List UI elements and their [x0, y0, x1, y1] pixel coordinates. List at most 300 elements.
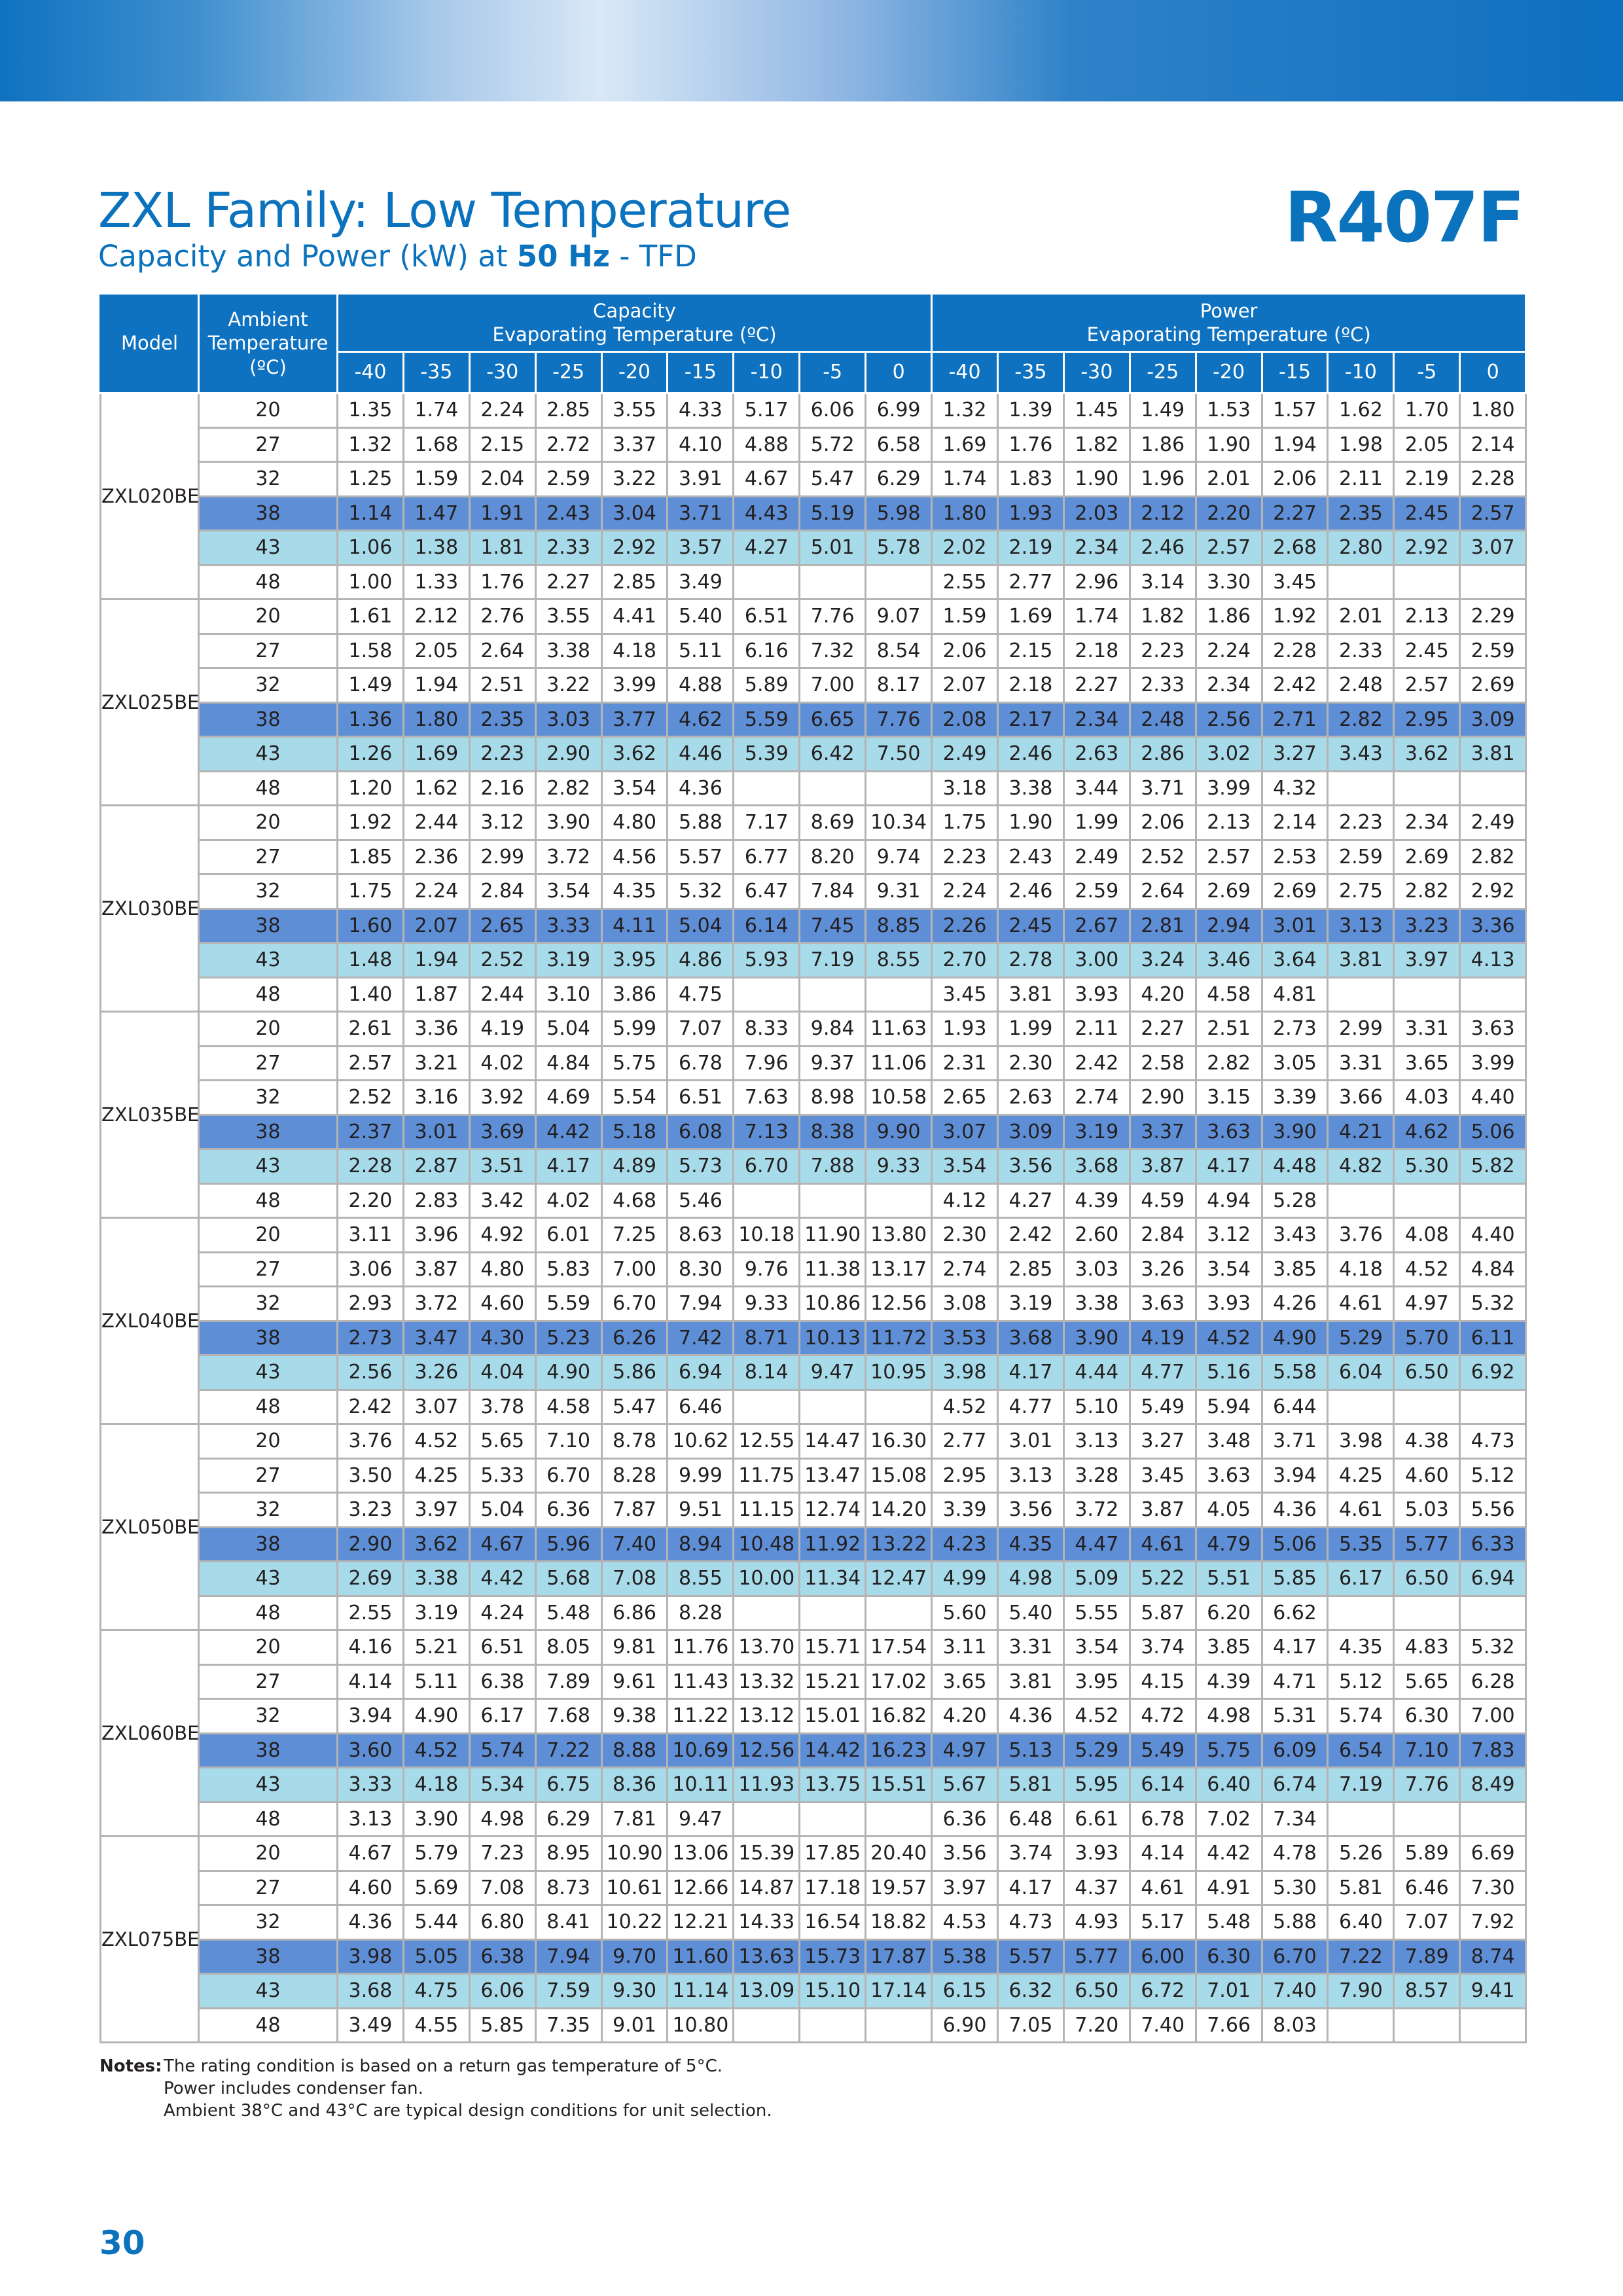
ambient-temp-cell: 32 — [199, 1493, 338, 1528]
power-value-cell: 2.69 — [1262, 874, 1328, 909]
capacity-value-cell: 2.59 — [535, 462, 601, 497]
capacity-value-cell: 13.47 — [800, 1458, 866, 1493]
power-value-cell: 6.69 — [1460, 1837, 1526, 1871]
capacity-value-cell: 9.37 — [800, 1046, 866, 1081]
capacity-value-cell: 4.04 — [469, 1355, 535, 1390]
power-value-cell: 5.12 — [1460, 1458, 1526, 1493]
capacity-value-cell: 6.51 — [668, 1081, 734, 1115]
power-value-cell: 2.59 — [1328, 840, 1394, 874]
power-value-cell: 2.23 — [932, 840, 998, 874]
power-value-cell: 3.07 — [1460, 531, 1526, 565]
power-value-cell: 4.21 — [1328, 1115, 1394, 1149]
power-value-cell — [1460, 1183, 1526, 1218]
power-value-cell: 2.06 — [1130, 806, 1196, 840]
capacity-value-cell: 14.42 — [800, 1733, 866, 1768]
power-value-cell: 6.48 — [997, 1802, 1063, 1837]
power-value-cell: 2.96 — [1063, 565, 1130, 600]
capacity-value-cell: 2.73 — [338, 1321, 404, 1355]
power-value-cell: 5.58 — [1262, 1355, 1328, 1390]
capacity-value-cell: 3.71 — [668, 496, 734, 531]
power-evap-label: Evaporating Temperature (ºC) — [1086, 323, 1371, 346]
ambient-temp-cell: 27 — [199, 840, 338, 874]
capacity-value-cell: 14.47 — [800, 1424, 866, 1459]
capacity-value-cell: 6.99 — [866, 393, 932, 428]
capacity-value-cell: 2.76 — [469, 600, 535, 634]
power-value-cell: 3.72 — [1063, 1493, 1130, 1528]
capacity-value-cell — [734, 1183, 800, 1218]
power-value-cell: 4.61 — [1328, 1287, 1394, 1321]
power-value-cell: 2.70 — [932, 943, 998, 978]
power-value-cell: 2.07 — [932, 668, 998, 703]
power-value-cell: 2.46 — [1130, 531, 1196, 565]
power-value-cell: 3.63 — [1196, 1115, 1262, 1149]
capacity-value-cell: 8.05 — [535, 1630, 601, 1665]
capacity-value-cell: 3.33 — [338, 1768, 404, 1803]
table-row — [101, 1871, 1526, 1905]
notes-label: Notes: — [99, 2056, 162, 2076]
capacity-value-cell: 3.06 — [338, 1252, 404, 1287]
power-value-cell: 4.13 — [1460, 943, 1526, 978]
capacity-value-cell: 9.47 — [668, 1802, 734, 1837]
power-value-cell: 6.30 — [1394, 1699, 1460, 1734]
power-value-cell — [1460, 565, 1526, 600]
power-value-cell: 3.19 — [997, 1287, 1063, 1321]
capacity-value-cell — [734, 771, 800, 806]
power-value-cell: 3.31 — [1328, 1046, 1394, 1081]
power-value-cell: 5.57 — [997, 1939, 1063, 1974]
subtitle-frequency: 50 Hz — [516, 239, 610, 274]
power-value-cell: 4.58 — [1196, 977, 1262, 1012]
capacity-value-cell: 8.41 — [535, 1905, 601, 1940]
power-value-cell: 5.13 — [997, 1733, 1063, 1768]
capacity-value-cell: 3.07 — [403, 1390, 469, 1424]
capacity-value-cell: 12.56 — [866, 1287, 932, 1321]
power-value-cell: 2.94 — [1196, 908, 1262, 943]
power-value-cell: 2.74 — [1063, 1081, 1130, 1115]
power-value-cell: 8.03 — [1262, 2008, 1328, 2043]
capacity-value-cell: 5.18 — [601, 1115, 668, 1149]
power-value-cell: 3.45 — [1130, 1458, 1196, 1493]
capacity-value-cell: 2.04 — [469, 462, 535, 497]
table-row — [101, 1183, 1526, 1218]
power-value-cell: 6.32 — [997, 1974, 1063, 2009]
power-value-cell: 3.65 — [1394, 1046, 1460, 1081]
capacity-value-cell: 1.35 — [338, 393, 404, 428]
power-value-cell: 8.49 — [1460, 1768, 1526, 1803]
power-value-cell: 6.72 — [1130, 1974, 1196, 2009]
capacity-value-cell: 8.85 — [866, 908, 932, 943]
capacity-value-cell: 10.34 — [866, 806, 932, 840]
ambient-temp-cell: 32 — [199, 1905, 338, 1940]
model-name-cell: ZXL025BE — [101, 600, 199, 806]
power-value-cell: 7.01 — [1196, 1974, 1262, 2009]
capacity-value-cell: 3.49 — [668, 565, 734, 600]
capacity-value-cell: 1.20 — [338, 771, 404, 806]
power-value-cell: 2.57 — [1394, 668, 1460, 703]
capacity-value-cell: 3.54 — [601, 771, 668, 806]
capacity-value-cell: 3.76 — [338, 1424, 404, 1459]
capacity-value-cell: 1.69 — [403, 737, 469, 772]
ambient-temp-cell: 43 — [199, 1149, 338, 1184]
power-value-cell: 2.30 — [997, 1046, 1063, 1081]
capacity-value-cell: 5.46 — [668, 1183, 734, 1218]
capacity-value-cell: 2.16 — [469, 771, 535, 806]
power-value-cell: 3.98 — [932, 1355, 998, 1390]
power-value-cell: 2.78 — [997, 943, 1063, 978]
power-value-cell: 3.71 — [1262, 1424, 1328, 1459]
capacity-value-cell: 18.82 — [866, 1905, 932, 1940]
capacity-value-cell — [800, 2008, 866, 2043]
capacity-value-cell: 9.61 — [601, 1664, 668, 1699]
capacity-value-cell: 5.86 — [601, 1355, 668, 1390]
capacity-value-cell: 6.65 — [800, 702, 866, 737]
power-value-cell: 4.91 — [1196, 1871, 1262, 1905]
power-value-cell: 3.81 — [1460, 737, 1526, 772]
capacity-value-cell: 4.30 — [469, 1321, 535, 1355]
capacity-value-cell: 11.06 — [866, 1046, 932, 1081]
capacity-value-cell: 7.87 — [601, 1493, 668, 1528]
table-row — [101, 1630, 1526, 1665]
power-value-cell: 6.46 — [1394, 1871, 1460, 1905]
power-value-cell — [1394, 771, 1460, 806]
power-value-cell: 2.52 — [1130, 840, 1196, 874]
power-value-cell: 4.47 — [1063, 1527, 1130, 1562]
capacity-value-cell: 3.57 — [668, 531, 734, 565]
capacity-value-cell: 2.15 — [469, 427, 535, 462]
power-value-cell: 4.17 — [1196, 1149, 1262, 1184]
capacity-value-cell: 14.20 — [866, 1493, 932, 1528]
power-value-cell: 1.39 — [997, 393, 1063, 428]
power-value-cell: 7.19 — [1328, 1768, 1394, 1803]
power-value-cell: 3.93 — [1196, 1287, 1262, 1321]
power-value-cell: 5.65 — [1394, 1664, 1460, 1699]
power-value-cell: 3.93 — [1063, 977, 1130, 1012]
capacity-value-cell: 5.48 — [535, 1596, 601, 1630]
power-value-cell — [1328, 1596, 1394, 1630]
power-value-cell: 4.94 — [1196, 1183, 1262, 1218]
capacity-value-cell: 6.51 — [734, 600, 800, 634]
table-row — [101, 668, 1526, 703]
capacity-value-cell — [800, 1183, 866, 1218]
capacity-value-cell: 3.92 — [469, 1081, 535, 1115]
power-value-cell: 3.39 — [932, 1493, 998, 1528]
power-value-cell: 2.19 — [1394, 462, 1460, 497]
power-value-cell: 4.99 — [932, 1562, 998, 1596]
power-value-cell: 5.51 — [1196, 1562, 1262, 1596]
capacity-value-cell: 7.00 — [800, 668, 866, 703]
capacity-value-cell: 2.92 — [601, 531, 668, 565]
capacity-value-cell: 6.26 — [601, 1321, 668, 1355]
power-value-cell: 3.09 — [997, 1115, 1063, 1149]
capacity-value-cell: 4.56 — [601, 840, 668, 874]
table-row — [101, 427, 1526, 462]
power-value-cell: 3.31 — [997, 1630, 1063, 1665]
capacity-value-cell: 4.69 — [535, 1081, 601, 1115]
capacity-value-cell: 4.10 — [668, 427, 734, 462]
ambient-temp-cell: 38 — [199, 496, 338, 531]
power-value-cell: 2.43 — [997, 840, 1063, 874]
table-row — [101, 1527, 1526, 1562]
power-value-cell: 3.53 — [932, 1321, 998, 1355]
capacity-value-cell: 3.86 — [601, 977, 668, 1012]
power-value-cell: 7.83 — [1460, 1733, 1526, 1768]
power-value-cell: 3.98 — [1328, 1424, 1394, 1459]
capacity-value-cell: 2.57 — [338, 1046, 404, 1081]
power-value-cell: 2.57 — [1196, 840, 1262, 874]
ambient-temp-cell: 20 — [199, 1424, 338, 1459]
capacity-value-cell: 2.82 — [535, 771, 601, 806]
capacity-value-cell: 1.75 — [338, 874, 404, 909]
table-row — [101, 1493, 1526, 1528]
power-value-cell: 4.98 — [1196, 1699, 1262, 1734]
capacity-value-cell: 1.94 — [403, 668, 469, 703]
capacity-value-cell: 17.14 — [866, 1974, 932, 2009]
power-value-cell: 4.73 — [997, 1905, 1063, 1940]
capacity-value-cell — [800, 977, 866, 1012]
power-value-cell: 5.26 — [1328, 1837, 1394, 1871]
power-value-cell: 2.42 — [1063, 1046, 1130, 1081]
capacity-value-cell: 17.18 — [800, 1871, 866, 1905]
ambient-temp-cell: 20 — [199, 1012, 338, 1047]
power-value-cell — [1328, 1183, 1394, 1218]
capacity-value-cell: 6.42 — [800, 737, 866, 772]
table-row — [101, 634, 1526, 668]
power-value-cell: 6.50 — [1394, 1355, 1460, 1390]
capacity-value-cell: 1.87 — [403, 977, 469, 1012]
capacity-value-cell: 3.55 — [535, 600, 601, 634]
capacity-value-cell: 11.63 — [866, 1012, 932, 1047]
power-value-cell: 6.70 — [1262, 1939, 1328, 1974]
power-value-cell: 5.17 — [1130, 1905, 1196, 1940]
power-value-cell: 3.93 — [1063, 1837, 1130, 1871]
power-value-cell: 2.27 — [1130, 1012, 1196, 1047]
power-value-cell: 7.02 — [1196, 1802, 1262, 1837]
capacity-value-cell — [734, 1390, 800, 1424]
capacity-value-cell: 5.54 — [601, 1081, 668, 1115]
power-value-cell: 3.63 — [1460, 1012, 1526, 1047]
ambient-temp-cell: 38 — [199, 1527, 338, 1562]
power-value-cell: 1.82 — [1063, 427, 1130, 462]
capacity-value-cell: 9.33 — [866, 1149, 932, 1184]
capacity-value-cell: 9.76 — [734, 1252, 800, 1287]
capacity-value-cell: 4.62 — [668, 702, 734, 737]
capacity-value-cell: 9.38 — [601, 1699, 668, 1734]
power-value-cell: 2.19 — [997, 531, 1063, 565]
ambient-temp-cell: 27 — [199, 1252, 338, 1287]
capacity-value-cell: 5.85 — [469, 2008, 535, 2043]
power-value-cell: 6.36 — [932, 1802, 998, 1837]
power-value-cell: 4.26 — [1262, 1287, 1328, 1321]
power-value-cell: 3.01 — [997, 1424, 1063, 1459]
capacity-value-cell: 4.02 — [469, 1046, 535, 1081]
power-value-cell: 2.59 — [1063, 874, 1130, 909]
power-value-cell: 1.86 — [1196, 600, 1262, 634]
capacity-value-cell: 4.18 — [601, 634, 668, 668]
capacity-value-cell: 5.40 — [668, 600, 734, 634]
capacity-value-cell: 12.21 — [668, 1905, 734, 1940]
capacity-value-cell: 3.62 — [601, 737, 668, 772]
capacity-value-cell: 1.25 — [338, 462, 404, 497]
capacity-value-cell: 5.89 — [734, 668, 800, 703]
power-value-cell: 6.92 — [1460, 1355, 1526, 1390]
model-name-cell: ZXL030BE — [101, 806, 199, 1012]
capacity-value-cell: 4.17 — [535, 1149, 601, 1184]
capacity-value-cell: 6.75 — [535, 1768, 601, 1803]
table-row — [101, 806, 1526, 840]
capacity-value-cell: 15.08 — [866, 1458, 932, 1493]
capacity-value-cell: 3.90 — [535, 806, 601, 840]
power-value-cell: 1.70 — [1394, 393, 1460, 428]
power-value-cell: 4.17 — [1262, 1630, 1328, 1665]
power-value-cell: 1.69 — [932, 427, 998, 462]
capacity-value-cell: 5.23 — [535, 1321, 601, 1355]
capacity-value-cell: 11.14 — [668, 1974, 734, 2009]
capacity-value-cell: 7.10 — [535, 1424, 601, 1459]
power-value-cell: 5.82 — [1460, 1149, 1526, 1184]
power-value-cell: 2.77 — [932, 1424, 998, 1459]
power-value-cell: 6.74 — [1262, 1768, 1328, 1803]
capacity-value-cell: 2.93 — [338, 1287, 404, 1321]
power-value-cell: 1.99 — [1063, 806, 1130, 840]
power-value-cell: 5.49 — [1130, 1390, 1196, 1424]
capacity-value-cell: 3.01 — [403, 1115, 469, 1149]
capacity-value-cell: 7.88 — [800, 1149, 866, 1184]
capacity-value-cell: 9.30 — [601, 1974, 668, 2009]
power-value-cell: 4.37 — [1063, 1871, 1130, 1905]
capacity-value-cell: 5.98 — [866, 496, 932, 531]
capacity-value-cell: 3.11 — [338, 1218, 404, 1253]
power-value-cell: 2.34 — [1196, 668, 1262, 703]
capacity-value-cell: 15.51 — [866, 1768, 932, 1803]
power-value-cell: 6.09 — [1262, 1733, 1328, 1768]
capacity-value-cell — [734, 977, 800, 1012]
capacity-value-cell — [734, 2008, 800, 2043]
table-row — [101, 565, 1526, 600]
capacity-value-cell: 7.50 — [866, 737, 932, 772]
power-value-cell: 1.92 — [1262, 600, 1328, 634]
power-value-cell: 5.28 — [1262, 1183, 1328, 1218]
capacity-value-cell: 7.81 — [601, 1802, 668, 1837]
power-value-cell: 4.61 — [1130, 1527, 1196, 1562]
table-row — [101, 1287, 1526, 1321]
ambient-temp-cell: 43 — [199, 737, 338, 772]
power-value-cell: 2.14 — [1460, 427, 1526, 462]
ambient-temp-cell: 27 — [199, 1046, 338, 1081]
model-name-cell: ZXL060BE — [101, 1630, 199, 1837]
ambient-temp-cell: 43 — [199, 1355, 338, 1390]
capacity-value-cell: 2.55 — [338, 1596, 404, 1630]
capacity-value-cell: 12.74 — [800, 1493, 866, 1528]
power-value-cell: 1.96 — [1130, 462, 1196, 497]
note-text: Power includes condenser fan. — [164, 2079, 423, 2098]
ambient-temp-cell: 48 — [199, 1802, 338, 1837]
power-value-cell: 7.34 — [1262, 1802, 1328, 1837]
power-value-cell: 3.09 — [1460, 702, 1526, 737]
capacity-value-cell: 3.78 — [469, 1390, 535, 1424]
power-value-cell: 3.28 — [1063, 1458, 1130, 1493]
power-value-cell: 3.85 — [1196, 1630, 1262, 1665]
power-value-cell: 3.37 — [1130, 1115, 1196, 1149]
power-value-cell: 3.43 — [1328, 737, 1394, 772]
capacity-value-cell: 12.56 — [734, 1733, 800, 1768]
capacity-value-cell: 4.98 — [469, 1802, 535, 1837]
capacity-value-cell: 2.42 — [338, 1390, 404, 1424]
power-value-cell: 3.13 — [1328, 908, 1394, 943]
power-value-cell: 3.90 — [1262, 1115, 1328, 1149]
capacity-value-cell — [866, 1802, 932, 1837]
capacity-value-cell: 10.18 — [734, 1218, 800, 1253]
power-value-cell: 4.17 — [997, 1871, 1063, 1905]
capacity-value-cell: 11.43 — [668, 1664, 734, 1699]
power-value-cell: 3.56 — [997, 1493, 1063, 1528]
power-value-cell: 4.23 — [932, 1527, 998, 1562]
power-value-cell: 8.57 — [1394, 1974, 1460, 2009]
power-value-cell: 6.50 — [1063, 1974, 1130, 2009]
capacity-value-cell: 19.57 — [866, 1871, 932, 1905]
power-value-cell: 3.90 — [1063, 1321, 1130, 1355]
capacity-value-cell: 10.00 — [734, 1562, 800, 1596]
power-value-cell: 5.56 — [1460, 1493, 1526, 1528]
capacity-value-cell: 8.55 — [668, 1562, 734, 1596]
table-row — [101, 1355, 1526, 1390]
capacity-value-cell: 5.21 — [403, 1630, 469, 1665]
power-value-cell: 3.45 — [932, 977, 998, 1012]
power-header-label: Power — [1200, 299, 1258, 322]
capacity-value-cell — [866, 1596, 932, 1630]
capacity-value-cell: 1.94 — [403, 943, 469, 978]
power-value-cell: 2.24 — [1196, 634, 1262, 668]
capacity-value-cell: 4.18 — [403, 1768, 469, 1803]
capacity-value-cell: 2.07 — [403, 908, 469, 943]
power-value-cell: 2.75 — [1328, 874, 1394, 909]
power-value-cell: 3.12 — [1196, 1218, 1262, 1253]
capacity-value-cell: 6.47 — [734, 874, 800, 909]
power-value-cell: 2.46 — [997, 874, 1063, 909]
capacity-value-cell: 3.22 — [535, 668, 601, 703]
ambient-temp-cell: 48 — [199, 1596, 338, 1630]
table-row — [101, 702, 1526, 737]
capacity-value-cell: 5.59 — [535, 1287, 601, 1321]
power-value-cell: 7.22 — [1328, 1939, 1394, 1974]
power-value-cell: 6.04 — [1328, 1355, 1394, 1390]
capacity-value-cell: 8.88 — [601, 1733, 668, 1768]
capacity-value-cell: 13.06 — [668, 1837, 734, 1871]
capacity-value-cell: 2.36 — [403, 840, 469, 874]
power-value-cell: 2.90 — [1130, 1081, 1196, 1115]
capacity-value-cell: 5.11 — [668, 634, 734, 668]
capacity-value-cell: 3.22 — [601, 462, 668, 497]
power-value-cell: 7.66 — [1196, 2008, 1262, 2043]
table-row — [101, 1149, 1526, 1184]
power-value-cell: 5.32 — [1460, 1630, 1526, 1665]
power-evap-temp-header: -25 — [1130, 352, 1196, 393]
capacity-value-cell: 1.26 — [338, 737, 404, 772]
ambient-temp-cell: 48 — [199, 977, 338, 1012]
refrigerant-label: R407F — [1284, 177, 1524, 258]
power-value-cell: 2.69 — [1460, 668, 1526, 703]
power-value-cell: 3.54 — [1196, 1252, 1262, 1287]
power-value-cell: 2.33 — [1130, 668, 1196, 703]
power-value-cell: 2.92 — [1394, 531, 1460, 565]
power-value-cell: 3.27 — [1262, 737, 1328, 772]
capacity-value-cell: 6.14 — [734, 908, 800, 943]
power-value-cell: 5.30 — [1394, 1149, 1460, 1184]
capacity-value-cell: 4.27 — [734, 531, 800, 565]
capacity-value-cell: 8.73 — [535, 1871, 601, 1905]
ambient-temp-cell: 43 — [199, 531, 338, 565]
capacity-value-cell: 4.35 — [601, 874, 668, 909]
power-value-cell: 4.44 — [1063, 1355, 1130, 1390]
